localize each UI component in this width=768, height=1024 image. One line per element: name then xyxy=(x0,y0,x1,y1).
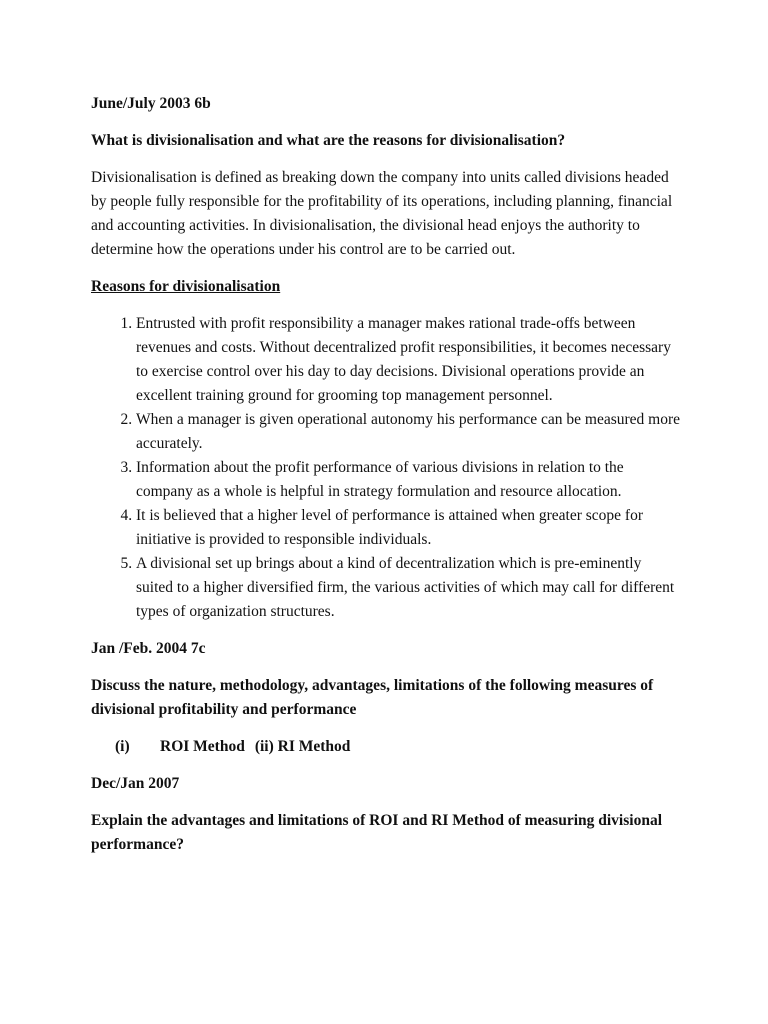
reasons-heading-text: Reasons for divisionalisation xyxy=(91,278,281,295)
list-item: 3. Information about the profit performance of various divisions in relation to the company as a whole is helpful in strategy formulation and resource allocation. xyxy=(136,456,681,504)
q3-question: Explain the advantages and limitations of ROI and RI Method of measuring divisional performance? xyxy=(91,812,663,853)
q2-question: Discuss the nature, methodology, advantages, limitations of the following measures of divisional profitability and performance xyxy=(91,677,654,718)
list-item: 5. A divisional set up brings about a kind of decentralization which is pre-eminently suited to a higher diversified firm, the various activities of which may call for different types of organization structures. xyxy=(136,552,681,624)
measure-1-number: (i) xyxy=(115,738,130,755)
list-item: 2. When a manager is given operational autonomy his performance can be measured more accurately. xyxy=(136,408,681,456)
q3-heading: Dec/Jan 2007 xyxy=(91,775,180,792)
list-item: 1. Entrusted with profit responsibility a manager makes rational trade-offs between revenues and costs. Without decentralized profit responsibilities, it becomes necessary to exercise control over his day to day decisions. Divisional operations provide an excellent training ground for grooming top management personnel. xyxy=(136,312,681,408)
q2-heading: Jan /Feb. 2004 7c xyxy=(91,640,206,657)
measures-line xyxy=(115,735,681,759)
measure-2-label: (ii) RI Method xyxy=(254,738,351,755)
q1-answer: Divisionalisation is defined as breaking down the company into units called divisions headed by people fully responsible for the profitability of its operations, including planning, financial and accounting activities. In divisionalisation, the divisional head enjoys the authority to determine how the operations under his control are to be carried out. xyxy=(91,169,673,258)
measure-1-label: ROI Method xyxy=(160,738,245,755)
reasons-list xyxy=(91,312,681,624)
q1-heading: June/July 2003 6b xyxy=(91,95,211,112)
document-page xyxy=(91,92,681,870)
reasons-heading xyxy=(91,275,681,299)
list-item: 4. It is believed that a higher level of performance is attained when greater scope for initiative is provided to responsible individuals. xyxy=(136,504,681,552)
q1-question: What is divisionalisation and what are the reasons for divisionalisation? xyxy=(91,132,566,149)
